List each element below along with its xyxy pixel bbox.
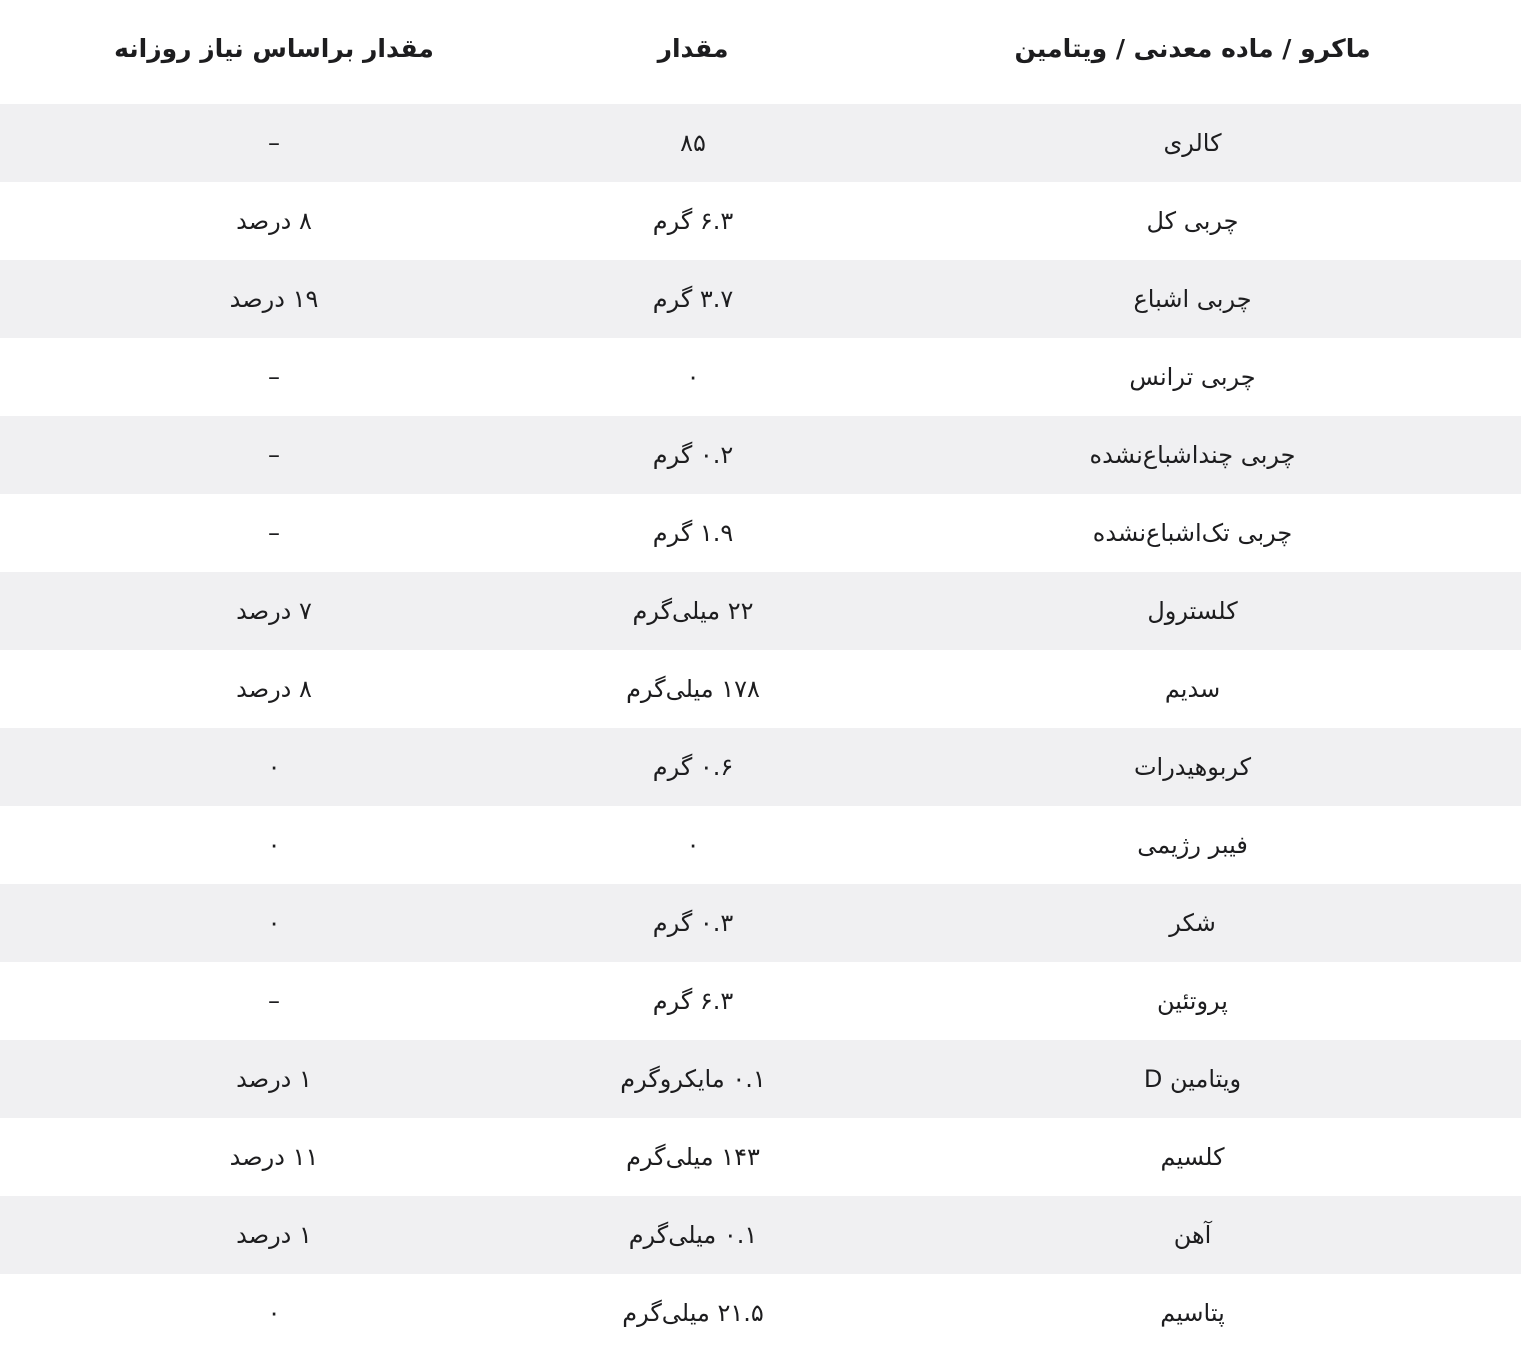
table-row	[0, 1274, 1521, 1352]
cell-daily-value: –	[268, 129, 280, 157]
cell-name: ویتامین D	[1143, 1065, 1242, 1093]
cell-daily-value: –	[268, 363, 280, 391]
cell-daily-value: ۰	[267, 1299, 281, 1327]
cell-name: سدیم	[1164, 675, 1221, 703]
cell-amount: ۶.۳ گرم	[652, 987, 734, 1015]
cell-daily-value: ۷ درصد	[236, 597, 312, 625]
cell-daily-value: ۱۱ درصد	[229, 1143, 319, 1171]
cell-name: فیبر رژیمی	[1137, 831, 1248, 859]
cell-amount: ۲۲ میلی‌گرم	[632, 597, 754, 625]
cell-daily-value: –	[268, 441, 280, 469]
cell-amount: ۰.۱ مایکروگرم	[620, 1065, 766, 1093]
cell-name: آهن	[1173, 1221, 1212, 1249]
cell-amount: ۱۷۸ میلی‌گرم	[626, 675, 760, 703]
table-row	[0, 1040, 1521, 1118]
cell-name: چربی کل	[1146, 207, 1239, 235]
cell-amount: ۰.۲ گرم	[652, 441, 734, 469]
cell-daily-value: ۱۹ درصد	[229, 285, 319, 313]
cell-name: کالری	[1163, 129, 1222, 157]
table-header-row	[0, 0, 1521, 104]
cell-amount: ۲۱.۵ میلی‌گرم	[622, 1299, 764, 1327]
cell-name: کلسیم	[1160, 1143, 1225, 1171]
header-name: ماکرو / ماده معدنی / ویتامین	[1014, 33, 1371, 63]
table-row	[0, 416, 1521, 494]
cell-name: چربی اشباع	[1133, 285, 1252, 313]
cell-name: کلسترول	[1147, 597, 1238, 625]
header-daily-value: مقدار براساس نیاز روزانه	[114, 33, 434, 63]
cell-amount: ۶.۳ گرم	[652, 207, 734, 235]
cell-amount: ۰.۱ میلی‌گرم	[628, 1221, 758, 1249]
cell-daily-value: ۰	[267, 831, 281, 859]
table-row	[0, 962, 1521, 1040]
table-row	[0, 260, 1521, 338]
table-row	[0, 1196, 1521, 1274]
table-row	[0, 104, 1521, 182]
header-amount: مقدار	[657, 33, 729, 63]
cell-amount: ۸۵	[680, 129, 706, 157]
table-row	[0, 182, 1521, 260]
cell-daily-value: ۸ درصد	[236, 207, 312, 235]
table-row	[0, 338, 1521, 416]
cell-amount: ۳.۷ گرم	[652, 285, 734, 313]
table-body	[0, 104, 1521, 1352]
cell-name: چربی ترانس	[1129, 363, 1256, 391]
cell-amount: ۰.۳ گرم	[652, 909, 734, 937]
cell-daily-value: –	[268, 987, 280, 1015]
cell-amount: ۱.۹ گرم	[652, 519, 734, 547]
table-row	[0, 572, 1521, 650]
cell-daily-value: ۰	[267, 753, 281, 781]
cell-daily-value: ۸ درصد	[236, 675, 312, 703]
cell-amount: ۰	[686, 831, 700, 859]
cell-amount: ۰.۶ گرم	[652, 753, 734, 781]
table-row	[0, 1118, 1521, 1196]
cell-name: کربوهیدرات	[1133, 753, 1252, 781]
cell-daily-value: ۱ درصد	[236, 1221, 312, 1249]
table-row	[0, 494, 1521, 572]
table-row	[0, 884, 1521, 962]
table-row	[0, 728, 1521, 806]
cell-amount: ۰	[686, 363, 700, 391]
cell-amount: ۱۴۳ میلی‌گرم	[626, 1143, 760, 1171]
cell-name: شکر	[1169, 909, 1216, 937]
table-row	[0, 806, 1521, 884]
cell-name: چربی تک‌اشباع‌نشده	[1092, 519, 1293, 547]
cell-daily-value: –	[268, 519, 280, 547]
cell-name: چربی چنداشباع‌نشده	[1089, 441, 1296, 469]
cell-name: پروتئین	[1157, 987, 1228, 1015]
cell-name: پتاسیم	[1160, 1299, 1225, 1327]
cell-daily-value: ۰	[267, 909, 281, 937]
cell-daily-value: ۱ درصد	[236, 1065, 312, 1093]
table-row	[0, 650, 1521, 728]
